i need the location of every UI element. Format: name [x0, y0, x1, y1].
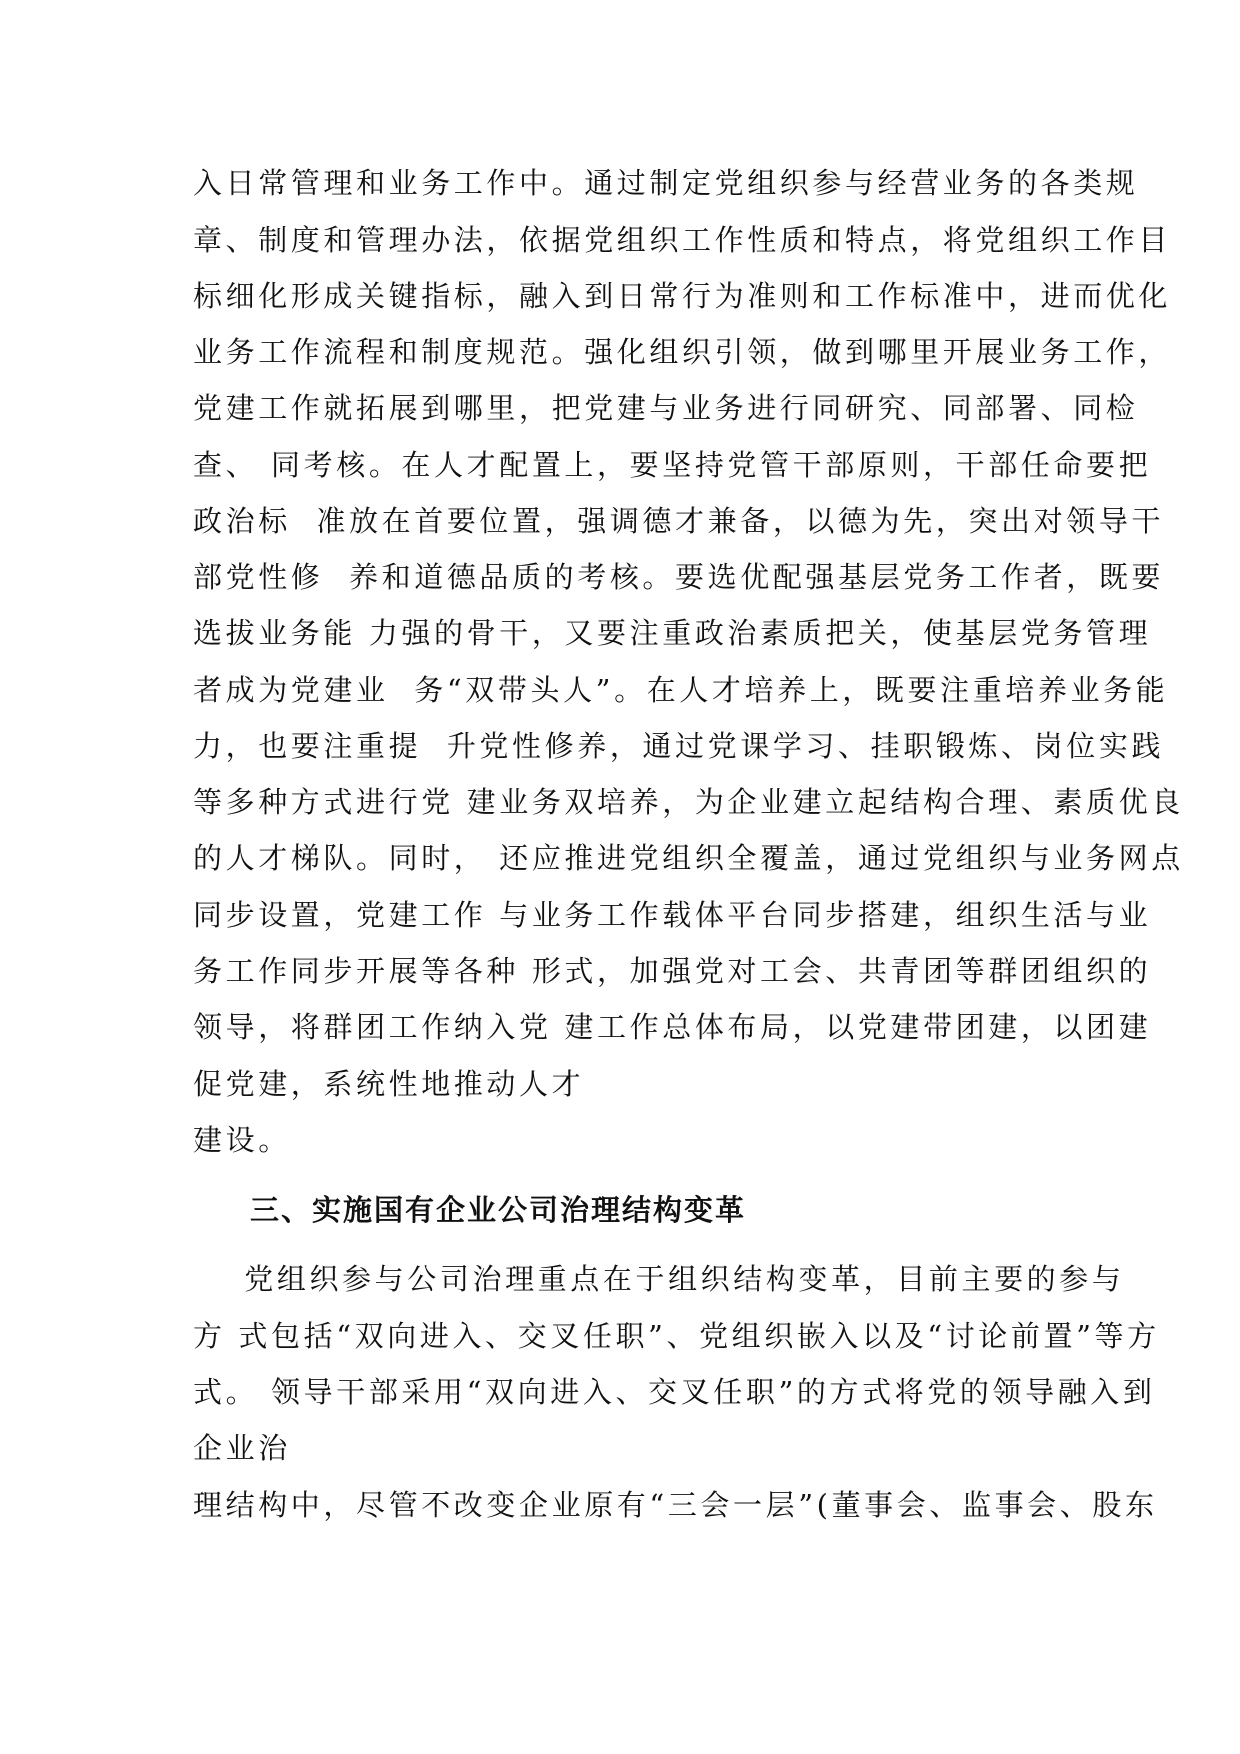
body-text-line: 标细化形成关键指标，融入到日常行为准则和工作标准中，进而优化 — [193, 279, 1172, 313]
body-text-line: 建设。 — [193, 1123, 291, 1157]
body-text-line: 的人才梯队。同时， 还应推进党组织全覆盖，通过党组织与业务网点 — [193, 841, 1184, 875]
body-text-line: 者成为党建业 务“双带头人”。在人才培养上，既要注重培养业务能 — [193, 673, 1169, 707]
body-text-line: 等多种方式进行党 建业务双培养，为企业建立起结构合理、素质优良 — [193, 785, 1184, 819]
body-text-line: 同步设置，党建工作 与业务工作载体平台同步搭建，组织生活与业 — [193, 898, 1152, 932]
body-text-line: 式。 领导干部采用“双向进入、交叉任职”的方式将党的领导融入到 — [193, 1375, 1156, 1409]
body-text-line: 务工作同步开展等各种 形式，加强党对工会、共青团等群团组织的 — [193, 954, 1152, 988]
body-text-line: 企业治 — [193, 1431, 291, 1465]
body-text-line: 入日常管理和业务工作中。通过制定党组织参与经营业务的各类规 — [193, 166, 1139, 200]
body-text-line: 章、制度和管理办法，依据党组织工作性质和特点，将党组织工作目 — [193, 223, 1172, 257]
body-text-line: 查、 同考核。在人才配置上，要坚持党管干部原则，干部任命要把 — [193, 448, 1152, 482]
body-text-line: 部党性修 养和道德品质的考核。要选优配强基层党务工作者，既要 — [193, 560, 1165, 594]
body-text-line: 业务工作流程和制度规范。强化组织引领，做到哪里开展业务工作， — [193, 335, 1172, 369]
body-text-line: 选拔业务能 力强的骨干，又要注重政治素质把关，使基层党务管理 — [193, 616, 1152, 650]
body-text-line: 促党建，系统性地推动人才 — [193, 1067, 585, 1101]
section-heading: 三、实施国有企业公司治理结构变革 — [250, 1193, 747, 1227]
body-text-line: 领导，将群团工作纳入党 建工作总体布局，以党建带团建，以团建 — [193, 1010, 1152, 1044]
body-text-line: 政治标 准放在首要位置，强调德才兼备，以德为先，突出对领导干 — [193, 504, 1165, 538]
body-text-line: 党组织参与公司治理重点在于组织结构变革，目前主要的参与 — [193, 1262, 1125, 1296]
body-text-line: 方 式包括“双向进入、交叉任职”、党组织嵌入以及“讨论前置”等方 — [193, 1319, 1160, 1353]
body-text-line: 力，也要注重提 升党性修养，通过党课学习、挂职锻炼、岗位实践 — [193, 729, 1165, 763]
body-text-line: 党建工作就拓展到哪里，把党建与业务进行同研究、同部署、同检 — [193, 391, 1139, 425]
body-text-line: 理结构中，尽管不改变企业原有“三会一层”(董事会、监事会、股东 — [193, 1488, 1158, 1522]
